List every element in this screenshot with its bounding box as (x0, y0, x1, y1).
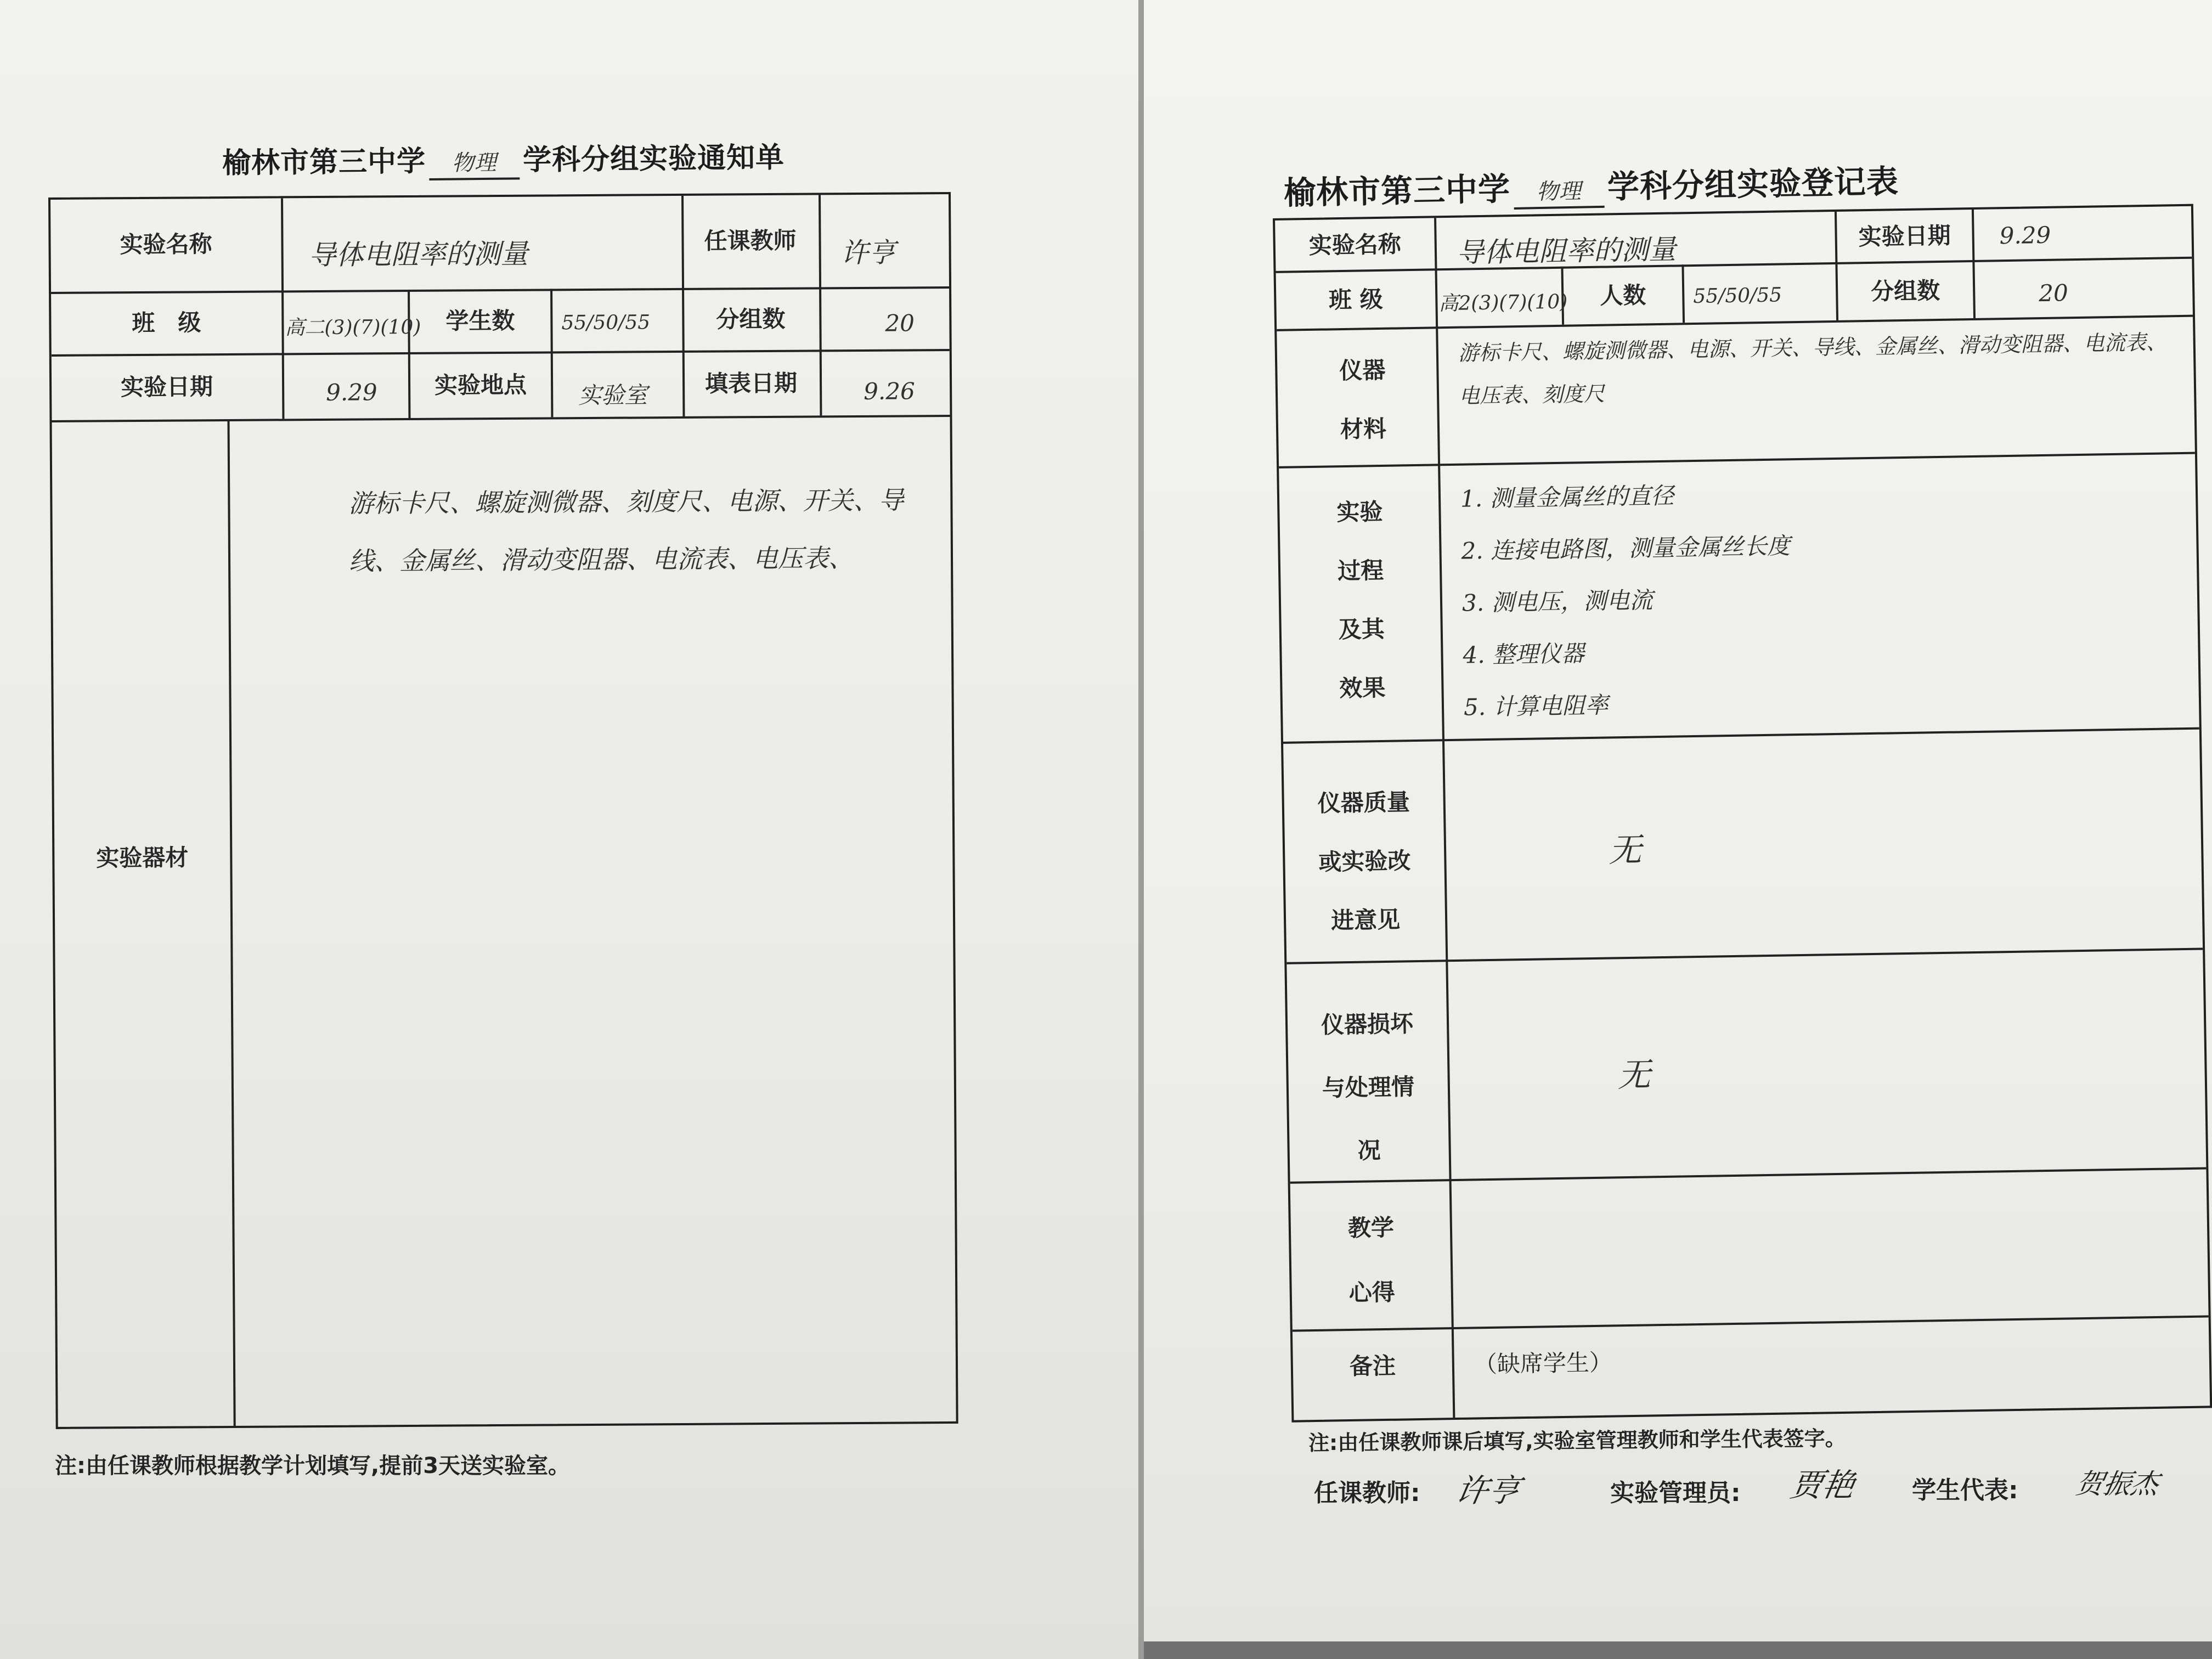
register-label-instruments: 仪器材料 (1339, 356, 1387, 443)
register-process-step: 2. 连接电路图，测量金属丝长度 (1461, 532, 1791, 565)
notice-value-class: 高二(3)(7)(10) (285, 315, 421, 340)
student-signature: 贺振杰 (2073, 1468, 2162, 1500)
register-process-step: 5. 计算电阻率 (1463, 691, 1609, 721)
notice-value-fill-date: 9.26 (864, 377, 915, 405)
notice-value-equipment: 游标卡尺、螺旋测微器、刻度尺、电源、开关、导线、金属丝、滑动变阻器、电流表、电压表、 (348, 485, 904, 576)
register-label-reflection: 教学心得 (1347, 1214, 1396, 1307)
register-label-quality: 仪器质量或实验改进意见 (1317, 788, 1411, 934)
notice-label-fill-date: 填表日期 (704, 369, 798, 397)
register-label-process: 实验过程及其效果 (1336, 498, 1386, 702)
register-value-people-count: 55/50/55 (1693, 284, 1782, 308)
register-label-group-count: 分组数 (1870, 276, 1940, 305)
register-title-suffix: 学科分组实验登记表 (1607, 162, 1899, 206)
notice-label-group-count: 分组数 (716, 305, 786, 333)
notice-title-suffix: 学科分组实验通知单 (522, 141, 785, 177)
notice-value-group-count: 20 (885, 309, 915, 337)
register-title (1283, 155, 1899, 214)
notice-value-teacher: 许亨 (840, 236, 896, 269)
register-value-experiment-name: 导体电阻率的测量 (1456, 233, 1677, 269)
register-label-remarks: 备注 (1349, 1352, 1396, 1380)
register-process-list (1460, 461, 2177, 733)
register-title-subject: 物理 (1514, 173, 1605, 210)
notice-value-location: 实验室 (578, 381, 648, 409)
register-label-experiment-name: 实验名称 (1308, 230, 1402, 259)
register-footnote: 注:由任课教师课后填写,实验室管理教师和学生代表签字。 (1308, 1426, 1846, 1455)
student-sign-label: 学生代表: (1912, 1476, 2018, 1504)
register-value-remarks: （缺席学生） (1474, 1348, 1613, 1378)
register-title-prefix: 榆林市第三中学 (1283, 170, 1511, 212)
teacher-signature: 许亨 (1453, 1472, 1523, 1509)
register-value-class: 高2(3)(7)(10) (1438, 290, 1568, 315)
notice-label-experiment-name: 实验名称 (120, 230, 212, 258)
notice-table (48, 192, 958, 1429)
register-table (1273, 204, 2212, 1423)
notice-title (222, 134, 785, 183)
register-value-experiment-date: 9.29 (1999, 221, 2051, 250)
register-sheet (1144, 0, 2212, 1641)
notice-footnote: 注:由任课教师根据教学计划填写,提前3天送实验室。 (55, 1453, 571, 1479)
register-label-damage: 仪器损坏与处理情况 (1321, 1010, 1415, 1164)
register-process-step: 1. 测量金属丝的直径 (1460, 482, 1674, 512)
page-gap (1138, 0, 1144, 1659)
register-process-step: 4. 整理仪器 (1463, 640, 1585, 669)
notice-label-teacher: 任课教师 (704, 227, 797, 255)
register-process-step: 3. 测电压，测电流 (1462, 586, 1653, 617)
notice-value-experiment-name: 导体电阻率的测量 (308, 238, 528, 272)
notice-value-student-count: 55/50/55 (561, 311, 651, 335)
notice-label-student-count: 学生数 (445, 307, 515, 335)
register-label-class: 班 级 (1328, 285, 1384, 314)
notice-label-experiment-date: 实验日期 (120, 373, 213, 401)
admin-signature: 贾艳 (1787, 1466, 1858, 1504)
register-label-people-count: 人数 (1599, 281, 1646, 309)
register-value-instruments: 游标卡尺、螺旋测微器、电源、开关、导线、金属丝、滑动变阻器、电流表、电压表、刻度尺 (1458, 330, 2168, 408)
notice-label-class: 班 级 (132, 309, 201, 337)
register-label-experiment-date: 实验日期 (1858, 222, 1951, 251)
notice-value-experiment-date: 9.29 (326, 379, 377, 406)
register-value-group-count: 20 (2038, 279, 2069, 307)
notice-title-prefix: 榆林市第三中学 (222, 145, 426, 180)
register-value-damage: 无 (1617, 1056, 1651, 1095)
teacher-sign-label: 任课教师: (1314, 1479, 1420, 1507)
notice-label-equipment: 实验器材 (96, 844, 189, 872)
register-value-quality: 无 (1608, 831, 1642, 870)
notice-label-location: 实验地点 (434, 371, 527, 399)
admin-sign-label: 实验管理员: (1610, 1479, 1741, 1507)
notice-title-subject: 物理 (429, 145, 520, 180)
